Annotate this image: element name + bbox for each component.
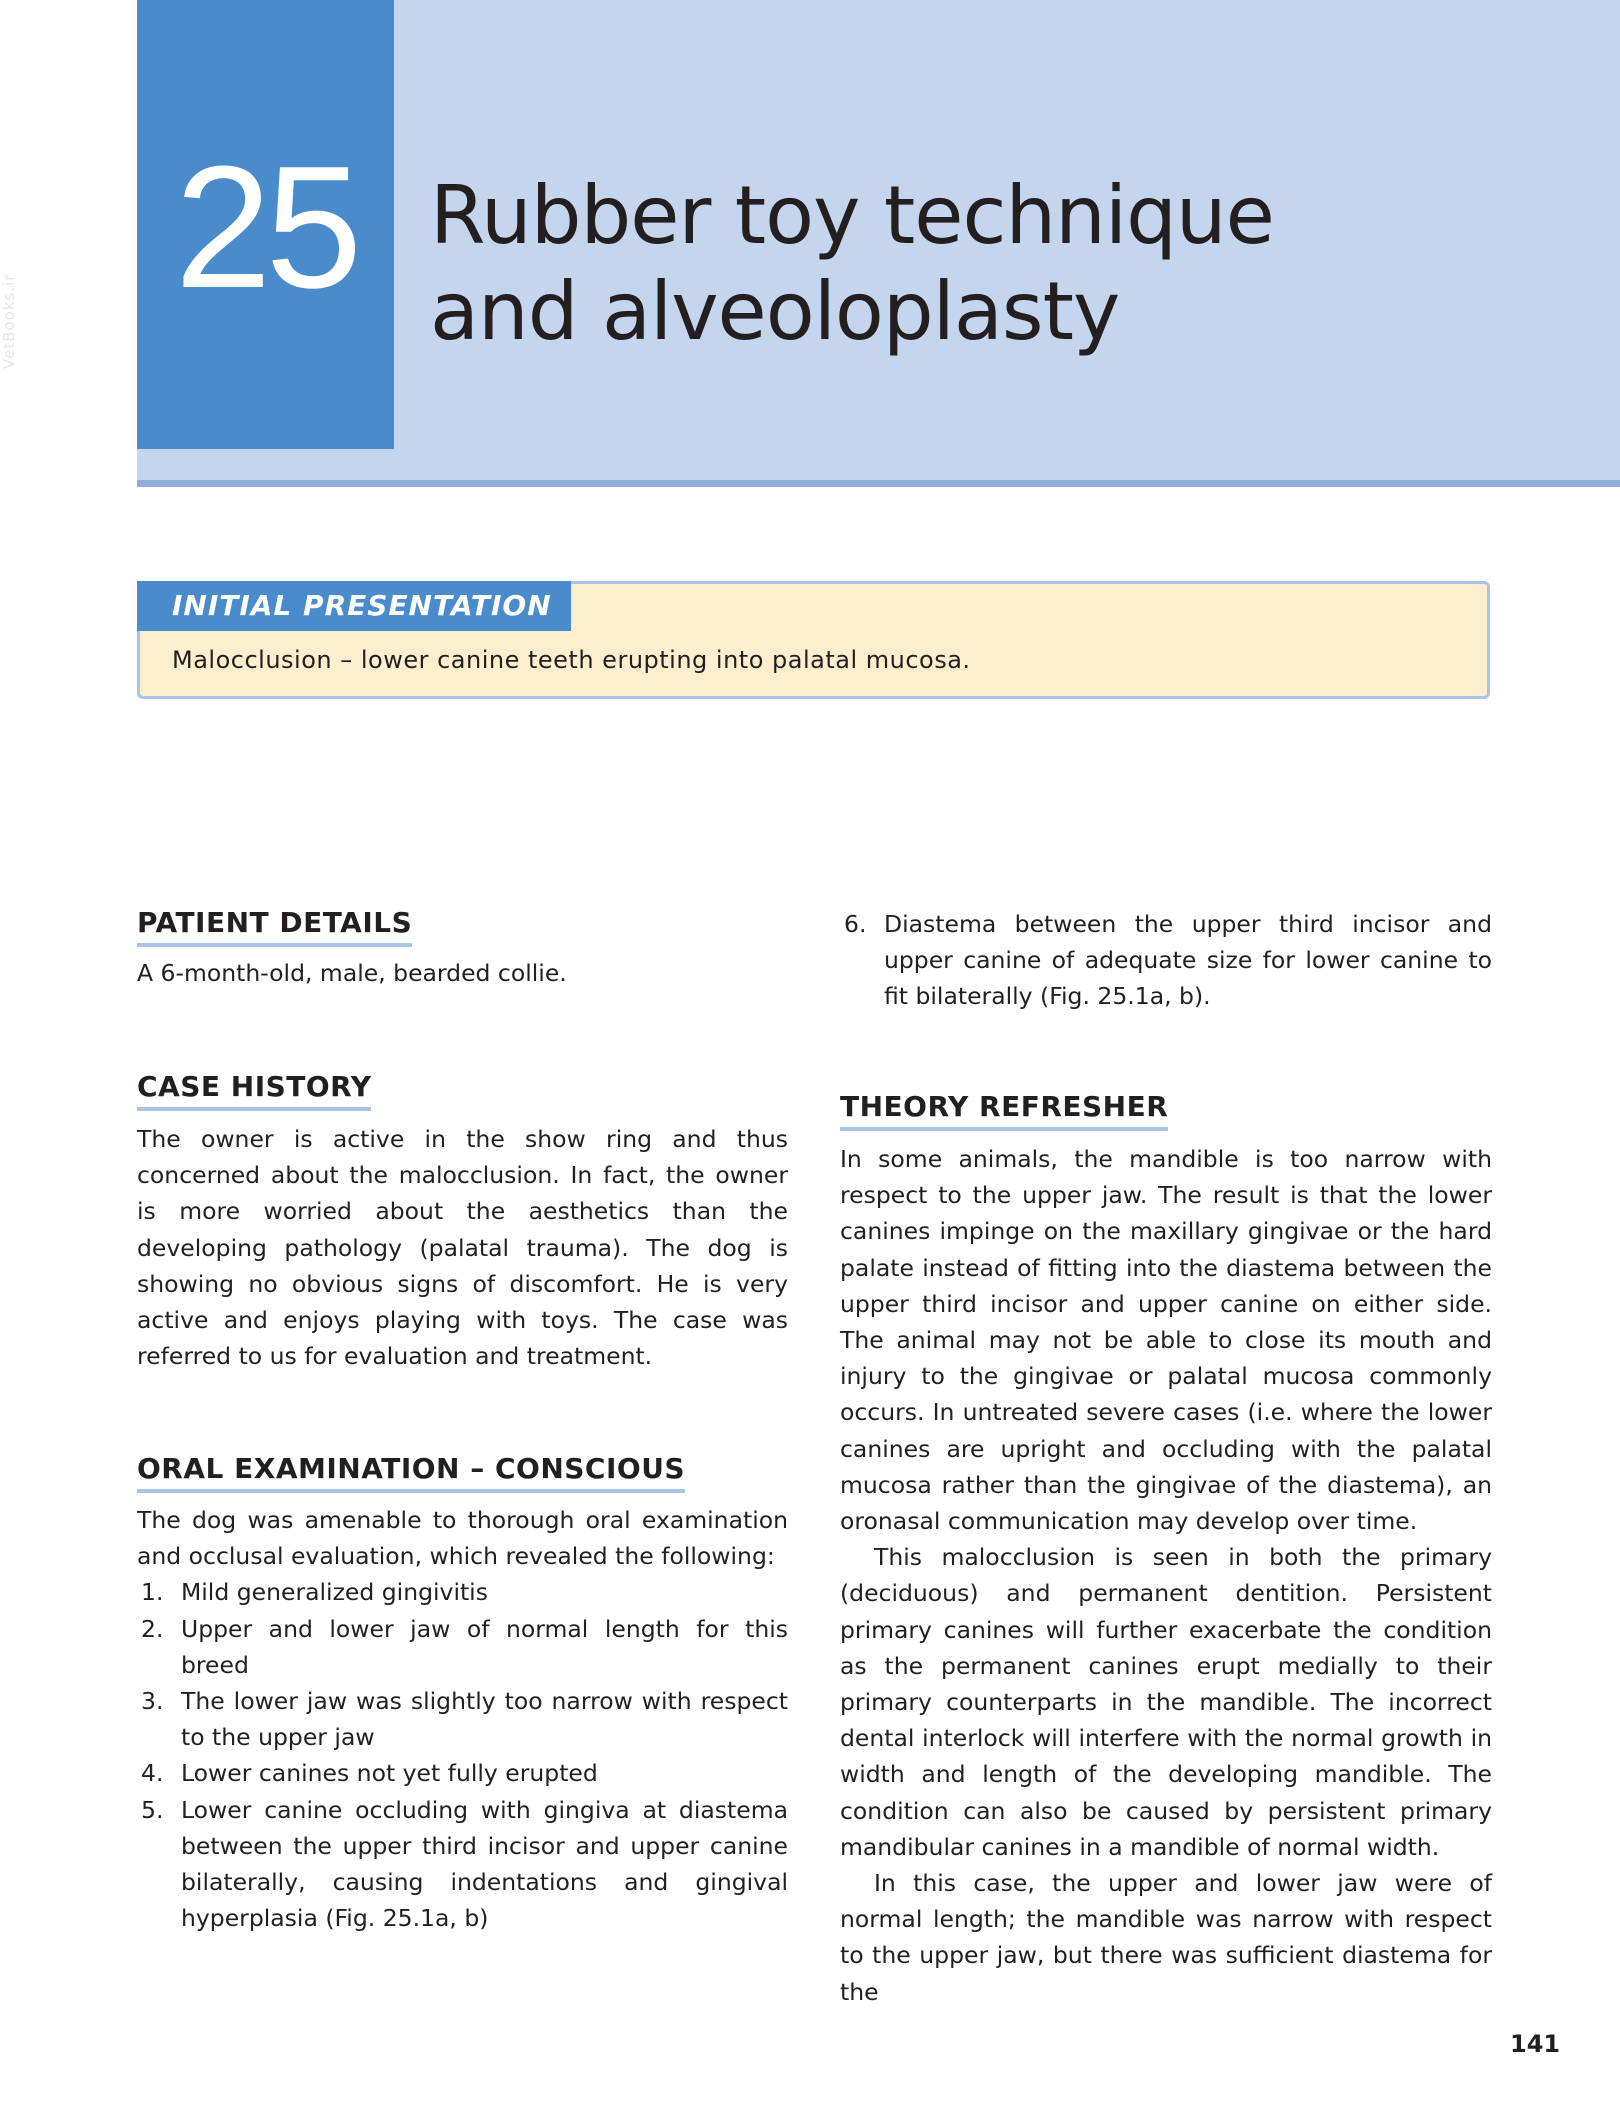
chapter-number: 25	[174, 129, 357, 324]
theory-paragraph-3: In this case, the upper and lower jaw were of normal length; the mandible was narrow with respect to the upper jaw, but there was sufficient diastema for the	[840, 1869, 1492, 2006]
patient-details-heading: PATIENT DETAILS	[137, 906, 412, 947]
page-number: 141	[1510, 2030, 1561, 2058]
watermark: VetBooks.ir	[0, 273, 18, 369]
chapter-title-line1: Rubber toy technique	[430, 169, 1274, 262]
case-history-heading: CASE HISTORY	[137, 1070, 371, 1111]
chapter-title-line2: and alveoloplasty	[430, 265, 1120, 358]
list-item: 6. Diastema between the upper third incisor and upper canine of adequate size for lower canine to fit bilaterally (Fig. 25.1a, b).	[844, 910, 1492, 1011]
oral-exam-heading: ORAL EXAMINATION – CONSCIOUS	[137, 1452, 685, 1493]
case-history-text: The owner is active in the show ring and thus concerned about the malocclusion. In fact, the owner is more worried about the aesthetics than the developing pathology (palatal trauma). The dog is showing no obvious signs of discomfort. He is very active and enjoys playing with toys. The case was referred to us for evaluation and treatment.	[137, 1125, 788, 1371]
theory-heading: THEORY REFRESHER	[840, 1090, 1168, 1131]
theory-section	[840, 1090, 1492, 2010]
chapter-title	[430, 168, 1530, 360]
oral-exam-findings	[137, 1574, 788, 1936]
theory-paragraph-1: In some animals, the mandible is too narrow with respect to the upper jaw. The result is that the lower canines impinge on the maxillary gingivae or the hard palate instead of fitting into the diastema between the upper third incisor and upper canine on either side. The animal may not be able to close its mouth and injury to the gingivae or palatal mucosa commonly occurs. In untreated severe cases (i.e. where the lower canines are upright and occluding with the palatal mucosa rather than the gingivae of the diastema), an oronasal communication may develop over time.	[840, 1145, 1492, 1536]
case-history-section	[137, 1070, 788, 1374]
oral-exam-findings-continued	[840, 906, 1492, 1015]
theory-paragraph-2: This malocclusion is seen in both the primary (deciduous) and permanent dentition. Persistent primary canines will further exacerbate the condition as the permanent canines erupt medially to their primary counterparts in the mandible. The incorrect dental interlock will interfere with the normal growth in width and length of the developing mandible. The condition can also be caused by persistent primary mandibular canines in a mandible of normal width.	[840, 1543, 1492, 1861]
chapter-number-box	[137, 0, 394, 449]
oral-exam-intro: The dog was amenable to thorough oral examination and occlusal evaluation, which revealed the following:	[137, 1506, 788, 1571]
initial-presentation-label: INITIAL PRESENTATION	[137, 581, 571, 631]
header-divider	[137, 480, 1620, 487]
list-item: 2. Upper and lower jaw of normal length for this breed	[141, 1614, 788, 1679]
list-item: 3. The lower jaw was slightly too narrow with respect to the upper jaw	[141, 1687, 788, 1752]
oral-exam-continued	[840, 906, 1492, 1015]
list-item: 1. Mild generalized gingivitis	[141, 1578, 488, 1607]
list-item: 5. Lower canine occluding with gingiva at diastema between the upper third incisor and upper canine bilaterally, causing indentations and gingival hyperplasia (Fig. 25.1a, b)	[141, 1795, 788, 1933]
initial-presentation-text: Malocclusion – lower canine teeth erupting into palatal mucosa.	[172, 646, 971, 674]
list-item: 4. Lower canines not yet fully erupted	[141, 1759, 598, 1788]
initial-presentation-box	[137, 581, 1490, 699]
patient-details-section	[137, 906, 788, 991]
patient-details-text: A 6-month-old, male, bearded collie.	[137, 959, 567, 987]
oral-exam-section	[137, 1452, 788, 1936]
